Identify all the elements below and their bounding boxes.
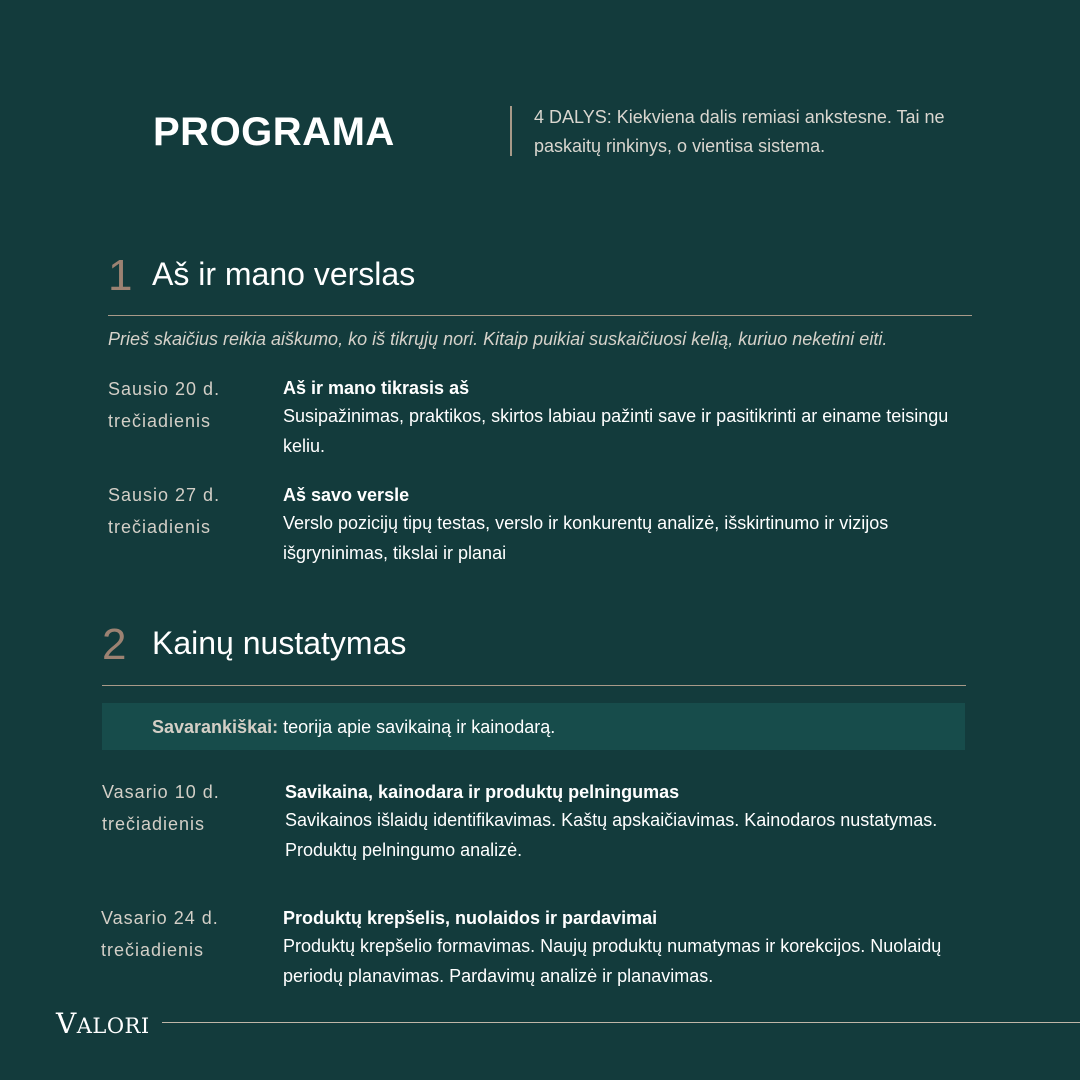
header-description: 4 DALYS: Kiekviena dalis remiasi ankstesne. Tai ne paskaitų rinkinys, o vientisa sistema. bbox=[534, 107, 945, 156]
session-title: Aš savo versle bbox=[283, 485, 410, 505]
section-title: Aš ir mano verslas bbox=[152, 256, 416, 292]
session-description: Susipažinimas, praktikos, skirtos labiau pažinti save ir pasitikrinti ar einame teisingu keliu. bbox=[283, 406, 949, 456]
session-date: Sausio 27 d. bbox=[108, 485, 221, 505]
self-study-label: Savarankiškai: bbox=[152, 717, 279, 737]
session-date-block bbox=[102, 776, 220, 840]
session-content bbox=[283, 481, 973, 568]
session-date-block bbox=[108, 479, 220, 543]
session-description: Savikainos išlaidų identifikavimas. Kaštų apskaičiavimas. Kainodaros nustatymas. Produktų pelningumo analizė. bbox=[285, 810, 938, 860]
section-number: 1 bbox=[108, 251, 133, 300]
session-date: Vasario 10 d. bbox=[102, 782, 220, 802]
section-title: Kainų nustatymas bbox=[152, 625, 407, 661]
logo-initial: V bbox=[56, 1007, 77, 1040]
session-content bbox=[283, 904, 973, 991]
session-date: Sausio 20 d. bbox=[108, 379, 221, 399]
section-number: 2 bbox=[102, 620, 127, 669]
footer-divider bbox=[162, 1022, 1080, 1023]
session-description: Produktų krepšelio formavimas. Naujų produktų numatymas ir korekcijos. Nuolaidų periodų planavimas. Pardavimų analizė ir planavimas. bbox=[283, 936, 942, 986]
section-intro: Prieš skaičius reikia aiškumo, ko iš tikrųjų nori. Kitaip puikiai suskaičiuosi kelią, kuriuo neketini eiti. bbox=[108, 329, 888, 349]
session-date-block bbox=[101, 902, 219, 966]
session-description: Verslo pozicijų tipų testas, verslo ir konkurentų analizė, išskirtinumo ir vizijos išgryninimas, tikslai ir planai bbox=[283, 513, 889, 563]
session-weekday: trečiadienis bbox=[101, 940, 205, 960]
session-date-block bbox=[108, 373, 220, 437]
page-title: PROGRAMA bbox=[153, 110, 395, 154]
session-title: Aš ir mano tikrasis aš bbox=[283, 378, 470, 398]
logo-rest: ALORI bbox=[76, 1014, 150, 1038]
self-study-note bbox=[102, 703, 965, 750]
session-weekday: trečiadienis bbox=[108, 411, 212, 431]
valori-logo bbox=[56, 1008, 150, 1042]
header-divider bbox=[510, 106, 512, 156]
session-date: Vasario 24 d. bbox=[101, 908, 219, 928]
section-divider bbox=[102, 685, 966, 686]
session-weekday: trečiadienis bbox=[102, 814, 206, 834]
session-title: Savikaina, kainodara ir produktų pelningumas bbox=[285, 782, 680, 802]
session-content bbox=[283, 374, 973, 461]
self-study-description: teorija apie savikainą ir kainodarą. bbox=[278, 717, 556, 737]
session-weekday: trečiadienis bbox=[108, 517, 212, 537]
session-content bbox=[285, 778, 975, 865]
session-title: Produktų krepšelis, nuolaidos ir pardavimai bbox=[283, 908, 658, 928]
section-divider bbox=[108, 315, 972, 316]
self-study-note-text bbox=[152, 714, 555, 740]
